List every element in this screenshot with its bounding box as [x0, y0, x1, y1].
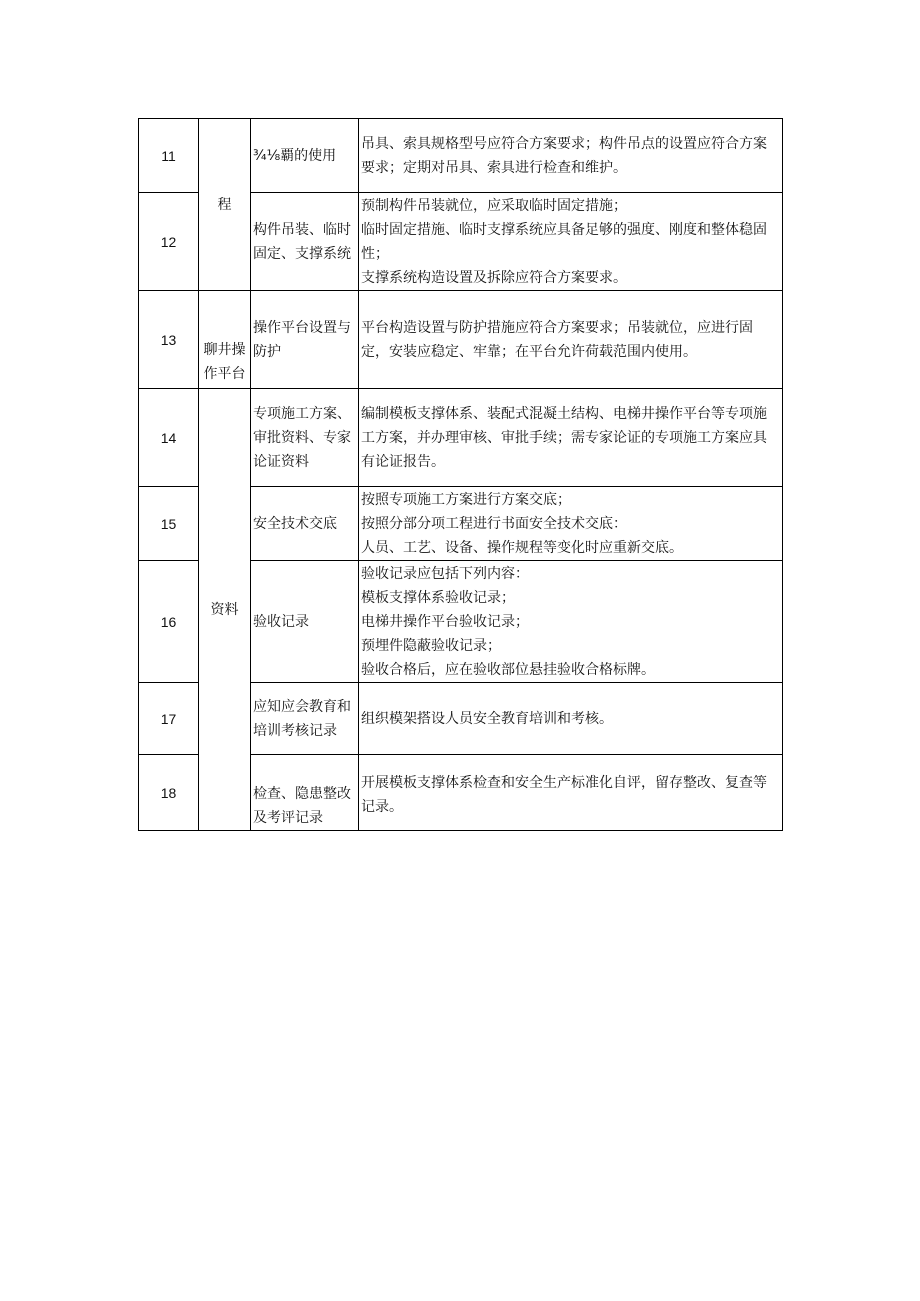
item-cell: 专项施工方案、审批资料、专家论证资料 [251, 389, 359, 487]
row-number: 17 [139, 683, 199, 755]
requirement-cell [359, 193, 783, 291]
requirement-line: 预埋件隐蔽验收记录； [361, 637, 501, 654]
category-cell: 聊井操作平台 [199, 291, 251, 389]
requirement-line: 验收合格后，应在验收部位悬挂验收合格标牌。 [361, 661, 655, 678]
row-number: 11 [139, 119, 199, 193]
item-cell: 构件吊装、临时固定、支撑系统 [251, 193, 359, 291]
requirement-line: 开展模板支撑体系检查和安全生产标准化自评，留存整改、复查等记录。 [361, 775, 767, 815]
requirement-line: 验收记录应包括下列内容： [361, 565, 529, 582]
requirement-line: 人员、工艺、设备、操作规程等变化时应重新交底。 [361, 539, 683, 556]
requirement-line: 按照分部分项工程进行书面安全技术交底： [361, 515, 627, 532]
requirement-cell [359, 683, 783, 755]
row-number: 12 [139, 193, 199, 291]
item-cell: 验收记录 [251, 561, 359, 683]
requirement-line: 按照专项施工方案进行方案交底； [361, 491, 571, 508]
requirement-cell [359, 291, 783, 389]
item-cell: 安全技术交底 [251, 487, 359, 561]
item-cell: 应知应会教育和培训考核记录 [251, 683, 359, 755]
row-number: 16 [139, 561, 199, 683]
category-cell: 资料 [199, 389, 251, 831]
requirement-line: 预制构件吊装就位，应采取临时固定措施； [361, 197, 627, 214]
requirement-cell [359, 561, 783, 683]
requirement-line: 临时固定措施、临时支撑系统应具备足够的强度、刚度和整体稳固性； [361, 221, 767, 262]
requirement-cell [359, 487, 783, 561]
row-number: 13 [139, 291, 199, 389]
requirement-line: 组织模架搭设人员安全教育培训和考核。 [361, 710, 613, 727]
row-number: 14 [139, 389, 199, 487]
table-row [139, 119, 783, 193]
requirement-cell [359, 119, 783, 193]
row-number: 18 [139, 755, 199, 831]
requirement-line: 电梯井操作平台验收记录； [361, 613, 529, 630]
item-cell: 检查、隐患整改及考评记录 [251, 755, 359, 831]
table-row [139, 291, 783, 389]
item-cell: ¾⅛覇的使用 [251, 119, 359, 193]
category-cell: 程 [199, 119, 251, 291]
requirement-cell [359, 389, 783, 487]
requirement-line: 模板支撑体系验收记录； [361, 589, 515, 606]
requirements-table [138, 118, 783, 831]
table-row [139, 389, 783, 487]
row-number: 15 [139, 487, 199, 561]
requirement-line: 吊具、索具规格型号应符合方案要求；构件吊点的设置应符合方案要求；定期对吊具、索具进行检查和维护。 [361, 135, 767, 176]
requirement-cell [359, 755, 783, 831]
item-cell: 操作平台设置与防护 [251, 291, 359, 389]
requirement-line: 编制模板支撑体系、装配式混凝土结构、电梯井操作平台等专项施工方案，并办理审核、审批手续；需专家论证的专项施工方案应具有论证报告。 [361, 405, 767, 470]
requirement-line: 支撑系统构造设置及拆除应符合方案要求。 [361, 269, 627, 286]
requirement-line: 平台构造设置与防护措施应符合方案要求；吊装就位，应进行固定，安装应稳定、牢靠；在平台允许荷载范围内使用。 [361, 319, 753, 360]
